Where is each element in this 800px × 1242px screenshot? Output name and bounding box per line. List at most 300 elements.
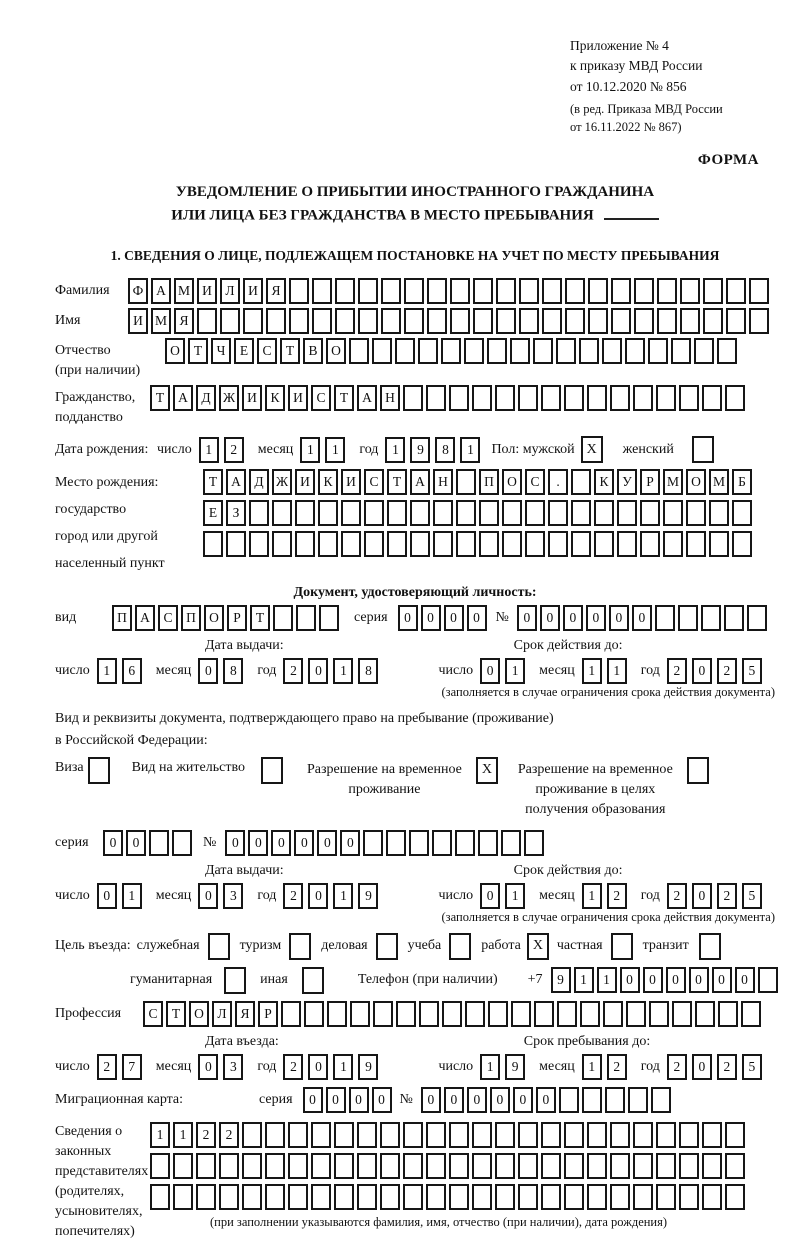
- char-box: К: [265, 385, 285, 411]
- edu-permit-checkbox: [687, 757, 709, 784]
- char-box: [548, 531, 568, 557]
- char-box: А: [357, 385, 377, 411]
- doc-kind-label: вид: [55, 610, 77, 625]
- migration-number-boxes: [421, 1087, 674, 1113]
- purpose-other-checkbox: [302, 967, 324, 994]
- header-subline-1: (в ред. Приказа МВД России: [570, 101, 723, 116]
- char-box: 0: [689, 967, 709, 993]
- char-box: [726, 278, 746, 304]
- char-box: 2: [667, 1054, 687, 1080]
- char-box: 0: [692, 658, 712, 684]
- char-box: [663, 531, 683, 557]
- form-title: [55, 181, 775, 228]
- day-label: число: [438, 1058, 474, 1074]
- char-box: [441, 338, 461, 364]
- doc-series-boxes: [398, 605, 490, 631]
- char-box: В: [303, 338, 323, 364]
- entry-dates-row: [55, 1054, 775, 1080]
- char-box: [565, 308, 585, 334]
- char-box: 5: [742, 1054, 762, 1080]
- day-label: число: [438, 663, 474, 678]
- day-label: число: [55, 887, 90, 903]
- char-box: [702, 385, 722, 411]
- char-box: [502, 531, 522, 557]
- purpose-work-checkbox: X: [527, 933, 549, 960]
- char-box: А: [151, 278, 171, 304]
- surname-boxes: [128, 278, 772, 304]
- residence-expiry-month-boxes: [582, 883, 632, 909]
- char-box: [472, 1184, 492, 1210]
- char-box: [663, 500, 683, 526]
- char-box: [242, 1153, 262, 1179]
- year-label: год: [257, 1058, 277, 1074]
- char-box: 0: [317, 830, 337, 856]
- doc-number-label: №: [495, 610, 509, 625]
- char-box: [657, 278, 677, 304]
- visa-checkbox: [88, 757, 110, 784]
- issue-year-boxes: [283, 658, 383, 684]
- form-title-line2: ИЛИ ЛИЦА БЕЗ ГРАЖДАНСТВА В МЕСТО ПРЕБЫВАНИЯ: [171, 207, 594, 224]
- char-box: [495, 1122, 515, 1148]
- migration-number-label: №: [399, 1091, 413, 1107]
- purpose-transit-checkbox: [699, 933, 721, 960]
- char-box: И: [128, 308, 148, 334]
- char-box: 2: [196, 1122, 216, 1148]
- stay-until-label: Срок пребывания до:: [523, 1033, 651, 1049]
- birth-place-row3-boxes: [203, 531, 755, 557]
- char-box: [487, 338, 507, 364]
- residence-dates-head: [55, 863, 775, 879]
- char-box: [634, 278, 654, 304]
- char-box: [679, 1153, 699, 1179]
- char-box: И: [197, 278, 217, 304]
- purpose-official-label: служебная: [136, 938, 200, 954]
- representatives-label-line6: попечителях): [55, 1223, 135, 1239]
- char-box: 1: [333, 883, 353, 909]
- char-box: 1: [582, 658, 602, 684]
- entry-day-boxes: [97, 1054, 147, 1080]
- residence-number-label: №: [203, 834, 217, 850]
- char-box: [672, 1001, 692, 1027]
- char-box: [396, 1001, 416, 1027]
- identity-dates-head: [55, 638, 775, 654]
- char-box: [657, 308, 677, 334]
- char-box: [281, 1001, 301, 1027]
- char-box: [432, 830, 452, 856]
- char-box: [611, 308, 631, 334]
- char-box: [525, 500, 545, 526]
- char-box: 8: [435, 437, 455, 463]
- char-box: [266, 308, 286, 334]
- char-box: [610, 1153, 630, 1179]
- char-box: [427, 308, 447, 334]
- surname-label: Фамилия: [55, 283, 110, 298]
- sex-male-label: Пол: мужской: [491, 441, 575, 457]
- char-box: 0: [103, 830, 123, 856]
- char-box: [472, 1122, 492, 1148]
- char-box: [357, 1153, 377, 1179]
- purpose-business-label: деловая: [321, 938, 368, 954]
- char-box: [633, 1122, 653, 1148]
- char-box: Т: [250, 605, 270, 631]
- char-box: [496, 308, 516, 334]
- day-label: число: [438, 887, 474, 903]
- char-box: [311, 1122, 331, 1148]
- phone-boxes: [551, 967, 781, 993]
- char-box: [426, 1122, 446, 1148]
- char-box: 0: [308, 658, 328, 684]
- char-box: [582, 1087, 602, 1113]
- char-box: [150, 1184, 170, 1210]
- char-box: 6: [122, 658, 142, 684]
- entry-year-boxes: [283, 1054, 383, 1080]
- char-box: [296, 605, 316, 631]
- birth-place-label: [55, 469, 203, 577]
- char-box: [533, 338, 553, 364]
- char-box: [433, 500, 453, 526]
- char-box: И: [341, 469, 361, 495]
- char-box: [686, 500, 706, 526]
- residence-dates-row: [55, 883, 775, 909]
- patronymic-label-line1: Отчество: [55, 343, 111, 358]
- doc-kind-boxes: [112, 605, 342, 631]
- char-box: [749, 278, 769, 304]
- char-box: 0: [666, 967, 686, 993]
- char-box: 0: [540, 605, 560, 631]
- char-box: [304, 1001, 324, 1027]
- char-box: 2: [717, 658, 737, 684]
- char-box: [373, 1001, 393, 1027]
- residence-issue-day-boxes: [97, 883, 147, 909]
- char-box: [319, 605, 339, 631]
- char-box: [564, 1122, 584, 1148]
- char-box: [541, 385, 561, 411]
- purpose-transit-label: транзит: [642, 938, 689, 954]
- char-box: [203, 531, 223, 557]
- char-box: [518, 1122, 538, 1148]
- char-box: П: [479, 469, 499, 495]
- char-box: [564, 1184, 584, 1210]
- purpose-private-checkbox: [611, 933, 633, 960]
- char-box: [273, 605, 293, 631]
- char-box: 1: [97, 658, 117, 684]
- char-box: [571, 469, 591, 495]
- profession-label: Профессия: [55, 1005, 122, 1021]
- char-box: [617, 500, 637, 526]
- char-box: С: [257, 338, 277, 364]
- char-box: [418, 338, 438, 364]
- representatives-label-line2: законных: [55, 1143, 112, 1159]
- char-box: [519, 278, 539, 304]
- char-box: К: [594, 469, 614, 495]
- char-box: [226, 531, 246, 557]
- char-box: И: [243, 278, 263, 304]
- char-box: [358, 278, 378, 304]
- char-box: 2: [607, 883, 627, 909]
- purpose-tourism-label: туризм: [239, 938, 282, 954]
- char-box: 9: [358, 1054, 378, 1080]
- char-box: Ж: [272, 469, 292, 495]
- char-box: [358, 308, 378, 334]
- char-box: [541, 1122, 561, 1148]
- char-box: [571, 500, 591, 526]
- char-box: 5: [742, 658, 762, 684]
- char-box: Р: [640, 469, 660, 495]
- char-box: Д: [196, 385, 216, 411]
- visa-label: Виза: [55, 759, 84, 775]
- char-box: [534, 1001, 554, 1027]
- issue-date-label: Дата выдачи:: [205, 862, 284, 878]
- char-box: [548, 500, 568, 526]
- char-box: Р: [227, 605, 247, 631]
- char-box: [426, 385, 446, 411]
- char-box: [732, 531, 752, 557]
- birth-place-label-line2: государство: [55, 502, 127, 517]
- char-box: [680, 278, 700, 304]
- header-reference: [570, 36, 775, 136]
- char-box: [679, 1122, 699, 1148]
- doc-series-label: серия: [354, 610, 388, 625]
- patronymic-row: [55, 338, 775, 381]
- birth-place-label-line4: населенный пункт: [55, 556, 165, 571]
- char-box: 0: [421, 1087, 441, 1113]
- char-box: [649, 1001, 669, 1027]
- char-box: [686, 531, 706, 557]
- temp-permit-label: [307, 757, 462, 800]
- char-box: [496, 278, 516, 304]
- birth-place-label-line1: Место рождения:: [55, 475, 159, 490]
- residence-issue-month-boxes: [198, 883, 248, 909]
- char-box: [718, 1001, 738, 1027]
- representatives-label-line1: Сведения о: [55, 1123, 123, 1139]
- char-box: [289, 308, 309, 334]
- char-box: 0: [308, 883, 328, 909]
- char-box: 2: [283, 1054, 303, 1080]
- sex-female-checkbox: [692, 436, 714, 463]
- year-label: год: [640, 887, 660, 903]
- char-box: 3: [223, 1054, 243, 1080]
- char-box: [472, 1153, 492, 1179]
- char-box: [312, 308, 332, 334]
- char-box: [450, 278, 470, 304]
- char-box: [709, 500, 729, 526]
- char-box: [249, 500, 269, 526]
- char-box: [150, 1153, 170, 1179]
- char-box: Д: [249, 469, 269, 495]
- char-box: [625, 338, 645, 364]
- char-box: [173, 1153, 193, 1179]
- char-box: [242, 1122, 262, 1148]
- purpose-humanitarian-checkbox: [224, 967, 246, 994]
- char-box: Т: [166, 1001, 186, 1027]
- residence-series-label: серия: [55, 834, 89, 850]
- char-box: [655, 605, 675, 631]
- profession-row: [55, 1001, 775, 1027]
- entry-dates-head: [55, 1034, 775, 1050]
- char-box: [656, 1122, 676, 1148]
- citizenship-label-line2: подданство: [55, 410, 123, 425]
- residence-issue-year-boxes: [283, 883, 383, 909]
- representatives-note: (при заполнении указываются фамилия, имя, отчество (при наличии), дата рождения): [210, 1214, 668, 1229]
- title-blank-line: [604, 204, 659, 220]
- migration-card-row: [55, 1087, 775, 1113]
- char-box: 8: [223, 658, 243, 684]
- char-box: 0: [632, 605, 652, 631]
- char-box: [341, 500, 361, 526]
- header-line-3: от 10.12.2020 № 856: [570, 78, 687, 94]
- char-box: 0: [735, 967, 755, 993]
- char-box: 0: [398, 605, 418, 631]
- char-box: [594, 531, 614, 557]
- char-box: 1: [505, 883, 525, 909]
- migration-series-boxes: [303, 1087, 395, 1113]
- char-box: [172, 830, 192, 856]
- char-box: Я: [235, 1001, 255, 1027]
- char-box: [372, 338, 392, 364]
- representatives-row2-boxes: [150, 1153, 748, 1179]
- char-box: 0: [198, 1054, 218, 1080]
- char-box: [387, 531, 407, 557]
- char-box: [426, 1184, 446, 1210]
- expiry-date-label: Срок действия до:: [513, 862, 623, 878]
- char-box: [311, 1153, 331, 1179]
- char-box: 1: [385, 437, 405, 463]
- char-box: [671, 338, 691, 364]
- char-box: [634, 308, 654, 334]
- char-box: 9: [505, 1054, 525, 1080]
- day-label: число: [157, 441, 192, 457]
- doc-number-boxes: [517, 605, 770, 631]
- char-box: [518, 1184, 538, 1210]
- char-box: 0: [294, 830, 314, 856]
- char-box: С: [525, 469, 545, 495]
- char-box: [701, 605, 721, 631]
- char-box: [456, 469, 476, 495]
- char-box: 0: [308, 1054, 328, 1080]
- month-label: месяц: [155, 1058, 192, 1074]
- char-box: 3: [223, 883, 243, 909]
- char-box: Н: [380, 385, 400, 411]
- char-box: [341, 531, 361, 557]
- visit-purpose-row2: [55, 967, 775, 994]
- char-box: 1: [325, 437, 345, 463]
- char-box: [404, 308, 424, 334]
- char-box: [610, 1184, 630, 1210]
- section1-heading: 1. СВЕДЕНИЯ О ЛИЦЕ, ПОДЛЕЖАЩЕМ ПОСТАНОВКЕ НА УЧЕТ ПО МЕСТУ ПРЕБЫВАНИЯ: [110, 248, 720, 263]
- birth-place-block: [55, 469, 775, 577]
- char-box: [571, 531, 591, 557]
- name-row: [55, 308, 775, 334]
- identity-expiry-note: (заполняется в случае ограничения срока действия документа): [441, 685, 775, 699]
- char-box: [725, 1184, 745, 1210]
- char-box: 1: [199, 437, 219, 463]
- identity-doc-row: [55, 605, 775, 631]
- char-box: [327, 1001, 347, 1027]
- char-box: [403, 1153, 423, 1179]
- char-box: [442, 1001, 462, 1027]
- year-label: год: [257, 663, 277, 678]
- char-box: Ж: [219, 385, 239, 411]
- phone-prefix: +7: [527, 972, 543, 988]
- char-box: 0: [586, 605, 606, 631]
- char-box: [288, 1122, 308, 1148]
- char-box: [149, 830, 169, 856]
- expiry-day-boxes: [480, 658, 530, 684]
- char-box: [587, 1153, 607, 1179]
- char-box: 2: [224, 437, 244, 463]
- char-box: [725, 1153, 745, 1179]
- char-box: М: [151, 308, 171, 334]
- char-box: 1: [607, 658, 627, 684]
- char-box: [518, 1153, 538, 1179]
- representatives-label-line5: усыновителях,: [55, 1203, 143, 1219]
- stay-year-boxes: [667, 1054, 767, 1080]
- char-box: 0: [692, 1054, 712, 1080]
- char-box: [732, 500, 752, 526]
- char-box: 1: [460, 437, 480, 463]
- char-box: [349, 338, 369, 364]
- residence-permit-checkbox: [261, 757, 283, 784]
- char-box: [364, 531, 384, 557]
- char-box: 0: [480, 658, 500, 684]
- purpose-business-checkbox: [376, 933, 398, 960]
- char-box: 0: [198, 883, 218, 909]
- visit-purpose-row: [55, 933, 775, 960]
- char-box: М: [709, 469, 729, 495]
- char-box: [588, 278, 608, 304]
- char-box: [605, 1087, 625, 1113]
- char-box: [702, 1122, 722, 1148]
- issue-month-boxes: [198, 658, 248, 684]
- identity-doc-heading: Документ, удостоверяющий личность:: [293, 585, 537, 600]
- char-box: [511, 1001, 531, 1027]
- issue-day-boxes: [97, 658, 147, 684]
- char-box: [220, 308, 240, 334]
- char-box: [456, 500, 476, 526]
- char-box: [651, 1087, 671, 1113]
- char-box: [678, 605, 698, 631]
- char-box: [473, 308, 493, 334]
- char-box: Л: [212, 1001, 232, 1027]
- name-boxes: [128, 308, 772, 334]
- char-box: 0: [326, 1087, 346, 1113]
- char-box: Е: [203, 500, 223, 526]
- purpose-tourism-checkbox: [289, 933, 311, 960]
- char-box: [758, 967, 778, 993]
- char-box: Я: [174, 308, 194, 334]
- char-box: [587, 1122, 607, 1148]
- char-box: [495, 385, 515, 411]
- char-box: 2: [97, 1054, 117, 1080]
- representatives-row3-boxes: [150, 1184, 748, 1210]
- residence-expiry-note: (заполняется в случае ограничения срока действия документа): [441, 909, 775, 924]
- char-box: [525, 531, 545, 557]
- char-box: 1: [173, 1122, 193, 1148]
- char-box: 0: [467, 605, 487, 631]
- char-box: [334, 1153, 354, 1179]
- char-box: О: [686, 469, 706, 495]
- char-box: [602, 338, 622, 364]
- char-box: [679, 385, 699, 411]
- char-box: Т: [280, 338, 300, 364]
- identity-dates-row: [55, 658, 775, 684]
- char-box: 0: [513, 1087, 533, 1113]
- char-box: [518, 385, 538, 411]
- char-box: 0: [620, 967, 640, 993]
- char-box: Р: [258, 1001, 278, 1027]
- char-box: [488, 1001, 508, 1027]
- char-box: Т: [387, 469, 407, 495]
